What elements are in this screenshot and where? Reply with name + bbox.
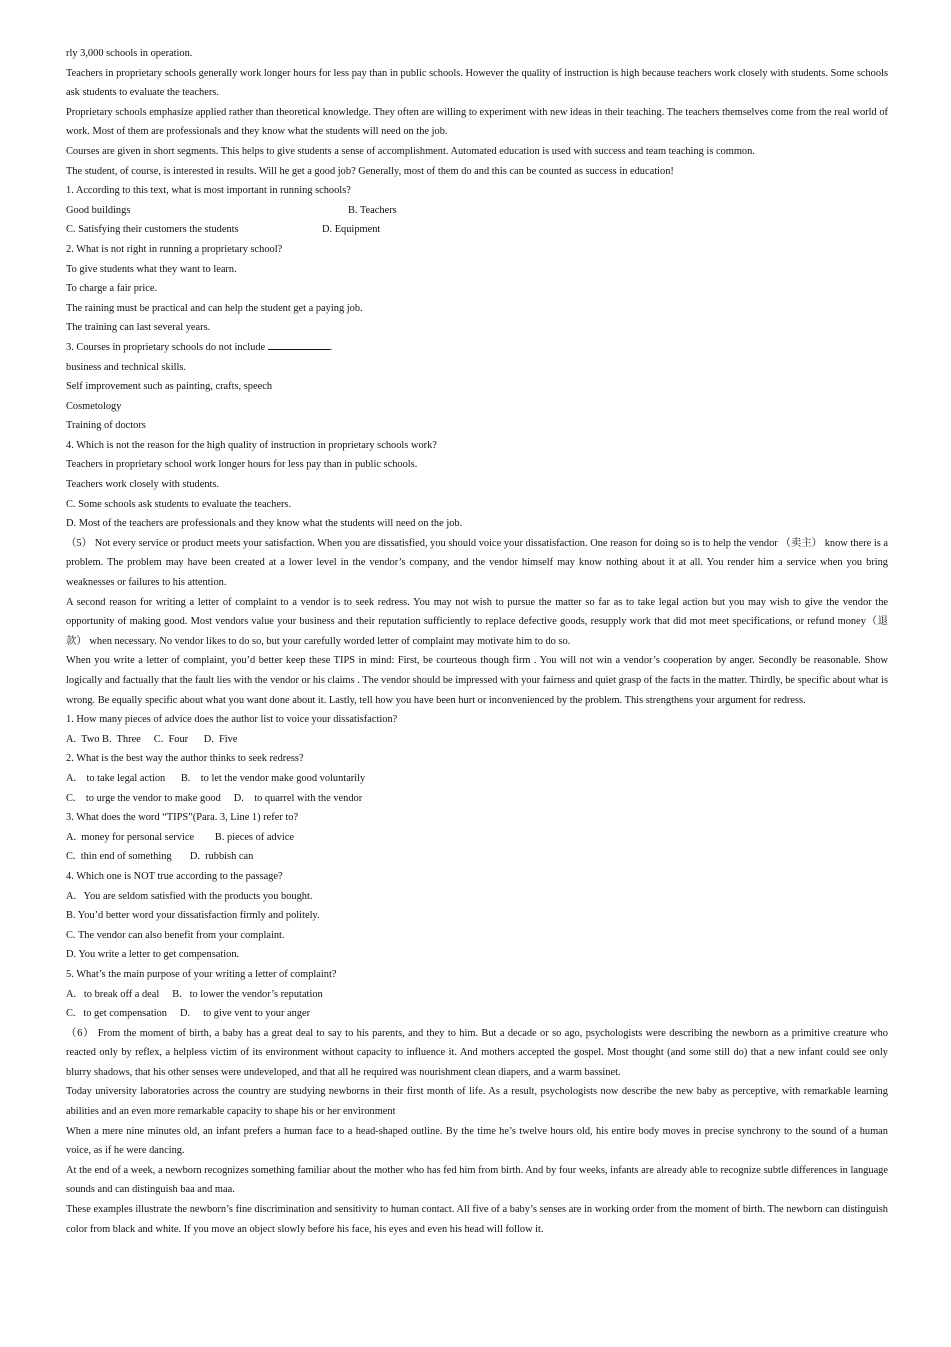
option-text: C. Satisfying their customers the students (66, 224, 239, 236)
option-text: business and technical skills. (66, 361, 187, 373)
question-p5-2: 2. What is the best way the author thinks to seek redress? (66, 753, 304, 765)
question-p4-4: 4. Which is not the reason for the high quality of instruction in proprietary schools work? (66, 439, 437, 451)
intro-line-1: rly 3,000 schools in operation. (66, 48, 193, 59)
option-text: Teachers work closely with students. (66, 479, 220, 491)
question-p4-2: 2. What is not right in running a proprietary school? (66, 243, 283, 255)
passage-6-paragraph-2: Today university laboratories across the country are studying newborns in their first month of life. As a result, psychologists now describe the new baby as perceptive, with remarkable learning abilities and an even more remarkable capacity to shape his or her environment (66, 1086, 888, 1118)
option-text: D. Equipment (322, 224, 381, 236)
question-p4-1-options-row-1 (66, 201, 888, 221)
question-p4-1: 1. According to this text, what is most important in running schools? (66, 185, 351, 197)
document-page (66, 44, 888, 1239)
option-text: B. You’d better word your dissatisfaction firmly and politely. (66, 910, 320, 922)
question-p5-1: 1. How many pieces of advice does the author list to voice your dissatisfaction? (66, 714, 398, 726)
passage-5-paragraph-3: When you write a letter of complaint, you’d better keep these TIPS in mind: First, be courteous though firm . You will not win a vendor’s cooperation by anger. Secondly be reasonable. Show logically and factually that the fault lies with the vendor or his claims . The vendor should be impressed with your fairness and quiet grasp of the facts in the matter. Thirdly, be specific about what is wrong. Be equally specific about what you want done about it. Lastly, tell how you have been hurt or inconvenienced by the problem. This strengthens your argument for redress. (66, 655, 888, 706)
question-p4-1-options-row-2 (66, 220, 888, 240)
option-text: The raining must be practical and can help the student get a paying job. (66, 302, 363, 314)
option-text: C. thin end of something D. rubbish can (66, 851, 254, 863)
question-p5-4: 4. Which one is NOT true according to the passage? (66, 870, 283, 882)
passage-6-paragraph-4: At the end of a week, a newborn recognizes something familiar about the mother who has fed him from birth. And by four weeks, infants are already able to recognize subtle differences in language sounds and can distinguish baa and maa. (66, 1164, 888, 1196)
option-text: B. Teachers (348, 204, 397, 216)
option-text: C. to urge the vendor to make good D. to quarrel with the vendor (66, 792, 363, 804)
intro-paragraph-applied: Proprietary schools emphasize applied rather than theoretical knowledge. They often are willing to experiment with new ideas in their teaching. The teachers themselves come from the real world of work. Most of them are professionals and they know what the students will need on the job. (66, 106, 888, 138)
option-text: A. to take legal action B. to let the vendor make good voluntarily (66, 772, 366, 784)
option-text: Teachers in proprietary school work longer hours for less pay than in public schools. (66, 459, 418, 471)
passage-5-paragraph-2: A second reason for writing a letter of complaint to a vendor is to seek redress. You may not wish to pursue the matter so far as to take legal action but you may wish to give the vendor the opportunity of making good. Most vendors value your business and their reputation sufficiently to replace defective goods, resupply work that did mot meet specifications, or refund money（退款） when necessary. No vendor likes to do so, but your carefully worded letter of complaint may motivate him to do so. (66, 596, 888, 647)
option-text: A. money for personal service B. pieces of advice (66, 831, 294, 843)
option-text: A. You are seldom satisfied with the products you bought. (66, 890, 313, 902)
option-text: D. Most of the teachers are professionals and they know what the students will need on the job. (66, 518, 463, 530)
passage-6-paragraph-3: When a mere nine minutes old, an infant prefers a human face to a head-shaped outline. By the time he’s twelve hours old, his entire body moves in precise synchrony to the sound of a human voice, as if he were dancing. (66, 1125, 888, 1157)
option-text: To charge a fair price. (66, 283, 158, 295)
intro-paragraph-results: The student, of course, is interested in results. Will he get a good job? Generally, most of them do and this can be counted as success in education! (66, 165, 674, 177)
question-punct: . (329, 341, 333, 353)
option-text: To give students what they want to learn. (66, 263, 237, 275)
passage-5-paragraph-1: （5） Not every service or product meets your satisfaction. When you are dissatisfied, you should voice your dissatisfaction. One reason for doing so is to help the vendor （卖主） know there is a problem. The problem may have been created at a lower level in the vendor’s company, and the vendor himself may know nothing about it at all. You render him a service when you bring weaknesses or failures to his attention. (66, 537, 888, 589)
option-text: D. You write a letter to get compensation. (66, 949, 240, 961)
option-text: A. to break off a deal B. to lower the vendor’s reputation (66, 988, 323, 1000)
question-p5-5: 5. What’s the main purpose of your writing a letter of complaint? (66, 968, 337, 980)
passage-6-paragraph-1: （6） From the moment of birth, a baby has a great deal to say to his parents, and they to him. But a decade or so ago, psychologists were describing the newborn as a primitive creature who reacted only by reflex, a helpless victim of its environment without capacity to influence it. And mothers accepted the gospel. Most thought (and some still do) that a new infant could see only blurry shadows, that his other senses were undeveloped, and that all he required was nourishment clean diapers, and a warm bassinet. (66, 1027, 888, 1078)
question-text: 3. Courses in proprietary schools do not include (66, 341, 266, 353)
answer-blank (268, 338, 330, 350)
option-text: Self improvement such as painting, crafts, speech (66, 381, 273, 393)
option-text: Cosmetology (66, 400, 122, 412)
intro-paragraph-courses: Courses are given in short segments. This helps to give students a sense of accomplishment. Automated education is used with success and team teaching is common. (66, 145, 755, 157)
option-text: Training of doctors (66, 420, 146, 432)
intro-paragraph-teachers: Teachers in proprietary schools generally work longer hours for less pay than in public schools. However the quality of instruction is high because teachers work closely with students. Some schools ask students to evaluate the teachers. (66, 67, 888, 99)
option-text: C. The vendor can also benefit from your complaint. (66, 929, 285, 941)
question-p4-3 (66, 338, 888, 358)
question-p5-3: 3. What does the word “TIPS”(Para. 3, Line 1) refer to? (66, 812, 299, 824)
option-text: C. to get compensation D. to give vent to your anger (66, 1008, 311, 1020)
option-text: A. Two B. Three C. Four D. Five (66, 733, 238, 745)
option-text: The training can last several years. (66, 322, 211, 334)
option-text: Good buildings (66, 204, 131, 216)
passage-6-paragraph-5: These examples illustrate the newborn’s fine discrimination and sensitivity to human contact. All five of a baby’s senses are in working order from the moment of birth. The newborn can distinguish color from black and white. If you move an object slowly before his face, his eyes and even his head will follow it. (66, 1204, 888, 1235)
option-text: C. Some schools ask students to evaluate the teachers. (66, 498, 292, 510)
